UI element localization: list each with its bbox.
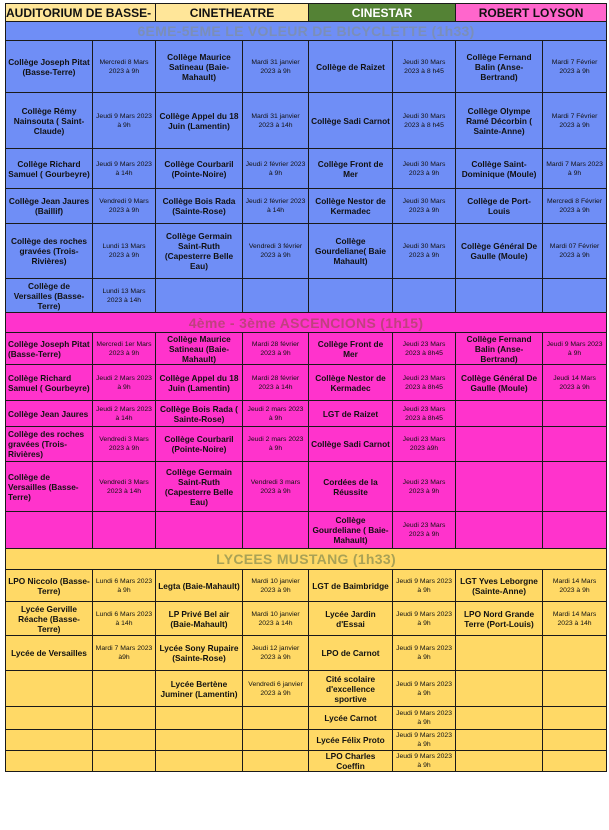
screening-date-cell: Lundi 6 Mars 2023 à 9h xyxy=(93,570,156,602)
screening-date-cell xyxy=(243,707,309,730)
school-cell: LGT de Baimbridge xyxy=(309,570,393,602)
table-row xyxy=(6,707,607,730)
section-title: LYCEES MUSTANG (1h33) xyxy=(6,549,607,570)
screening-date-cell: Jeudi 30 Mars 2023 à 9h xyxy=(393,189,456,224)
screening-date-cell: Mardi 07 Février 2023 à 9h xyxy=(543,224,607,279)
school-cell: Collège Appel du 18 Juin (Lamentin) xyxy=(156,93,243,149)
screening-date-cell xyxy=(93,671,156,707)
school-cell: Collège Jean Jaures (Baillif) xyxy=(6,189,93,224)
school-cell: Lycée Gerville Réache (Basse-Terre) xyxy=(6,602,93,636)
screening-date-cell xyxy=(243,730,309,751)
screening-date-cell: Jeudi 9 Mars 2023 à 9h xyxy=(393,730,456,751)
school-cell xyxy=(456,707,543,730)
school-cell xyxy=(456,462,543,512)
school-cell: Collège Germain Saint-Ruth (Capesterre Belle Eau) xyxy=(156,224,243,279)
school-cell xyxy=(156,751,243,772)
school-cell xyxy=(6,730,93,751)
section-title-row xyxy=(6,22,607,41)
screening-date-cell: Mercredi 8 Mars 2023 à 9h xyxy=(93,41,156,93)
screening-date-cell xyxy=(543,279,607,313)
school-cell: LP Privé Bel air (Baie-Mahault) xyxy=(156,602,243,636)
screening-date-cell: Jeudi 23 Mars 2023 à 9h xyxy=(393,462,456,512)
screening-date-cell: Jeudi 30 Mars 2023 à 9h xyxy=(393,224,456,279)
venue-header-auditorium: AUDITORIUM DE BASSE- xyxy=(6,4,156,22)
screening-date-cell xyxy=(93,512,156,549)
school-cell: Collège Joseph Pitat (Basse-Terre) xyxy=(6,41,93,93)
screening-date-cell: Jeudi 30 Mars 2023 à 9h xyxy=(393,149,456,189)
school-cell: Collège Richard Samuel ( Gourbeyre) xyxy=(6,149,93,189)
screening-date-cell: Jeudi 9 Mars 2023 à 9h xyxy=(393,671,456,707)
school-cell: Collège Appel du 18 Juin (Lamentin) xyxy=(156,365,243,401)
table-row xyxy=(6,636,607,671)
screening-date-cell: Jeudi 23 Mars 2023 à 8h45 xyxy=(393,365,456,401)
school-cell: LPO Charles Coeffin xyxy=(309,751,393,772)
school-cell: Collège Richard Samuel ( Gourbeyre) xyxy=(6,365,93,401)
school-cell: Collège Saint-Dominique (Moule) xyxy=(456,149,543,189)
school-cell xyxy=(6,751,93,772)
screening-date-cell: Jeudi 9 Mars 2023 à 9h xyxy=(393,636,456,671)
table-row xyxy=(6,602,607,636)
school-cell: Collège Joseph Pitat (Basse-Terre) xyxy=(6,333,93,365)
school-cell: Cité scolaire d'excellence sportive xyxy=(309,671,393,707)
school-cell: Collège de Versailles (Basse-Terre) xyxy=(6,279,93,313)
screening-date-cell xyxy=(243,751,309,772)
table-row xyxy=(6,93,607,149)
screening-date-cell: Mardi 28 février 2023 à 9h xyxy=(243,333,309,365)
school-cell xyxy=(456,671,543,707)
screening-date-cell xyxy=(243,512,309,549)
table-row xyxy=(6,730,607,751)
screening-date-cell: Jeudi 23 Mars 2023 à 8h45 xyxy=(393,401,456,427)
school-cell: Collège Front de Mer xyxy=(309,333,393,365)
school-cell: Cordées de la Réussite xyxy=(309,462,393,512)
screening-date-cell: Vendredi 6 janvier 2023 à 9h xyxy=(243,671,309,707)
screening-date-cell: Vendredi 3 février 2023 à 9h xyxy=(243,224,309,279)
school-cell: LGT Yves Leborgne (Sainte-Anne) xyxy=(456,570,543,602)
screening-date-cell xyxy=(93,707,156,730)
screening-date-cell: Jeudi 9 Mars 2023 à 9h xyxy=(393,751,456,772)
section-title: 4ème - 3ème ASCENCIONS (1h15) xyxy=(6,313,607,333)
school-cell: Collège Gourdeliane( Baie Mahault) xyxy=(309,224,393,279)
screening-date-cell: Jeudi 2 février 2023 à 9h xyxy=(243,149,309,189)
screening-date-cell xyxy=(243,279,309,313)
school-cell: LPO Nord Grande Terre (Port-Louis) xyxy=(456,602,543,636)
screening-date-cell xyxy=(543,427,607,462)
venue-header-cinetheatre: CINETHEATRE xyxy=(156,4,309,22)
school-cell xyxy=(6,707,93,730)
school-cell xyxy=(156,707,243,730)
school-cell: Collège Fernand Balin (Anse-Bertrand) xyxy=(456,333,543,365)
school-cell: Collège Sadi Carnot xyxy=(309,427,393,462)
screening-date-cell: Lundi 13 Mars 2023 à 14h xyxy=(93,279,156,313)
school-cell xyxy=(456,401,543,427)
screening-date-cell: Jeudi 30 Mars 2023 à 8 h45 xyxy=(393,41,456,93)
screening-date-cell: Jeudi 2 mars 2023 à 9h xyxy=(243,427,309,462)
school-cell xyxy=(456,636,543,671)
table-row xyxy=(6,512,607,549)
screening-date-cell xyxy=(543,636,607,671)
school-cell: Collège Nestor de Kermadec xyxy=(309,189,393,224)
table-row xyxy=(6,427,607,462)
screening-date-cell xyxy=(543,401,607,427)
school-cell: Collège Fernand Balin (Anse-Bertrand) xyxy=(456,41,543,93)
school-cell xyxy=(456,279,543,313)
school-cell xyxy=(156,512,243,549)
school-cell: Legta (Baie-Mahault) xyxy=(156,570,243,602)
section-title-row xyxy=(6,313,607,333)
school-cell: Collège Bois Rada ( Sainte-Rose) xyxy=(156,401,243,427)
school-cell: Collège Courbaril (Pointe-Noire) xyxy=(156,149,243,189)
screening-date-cell xyxy=(93,751,156,772)
table-row xyxy=(6,462,607,512)
screening-date-cell: Mardi 14 Mars 2023 à 14h xyxy=(543,602,607,636)
table-row xyxy=(6,224,607,279)
school-cell: Collège Maurice Satineau (Baie-Mahault) xyxy=(156,333,243,365)
school-cell xyxy=(6,671,93,707)
table-row xyxy=(6,365,607,401)
table-row xyxy=(6,189,607,224)
screening-date-cell: Jeudi 2 février 2023 à 14h xyxy=(243,189,309,224)
section-title-row xyxy=(6,549,607,570)
screening-date-cell xyxy=(393,279,456,313)
screening-date-cell xyxy=(543,730,607,751)
screening-date-cell: Jeudi 12 janvier 2023 à 9h xyxy=(243,636,309,671)
screening-date-cell: Mardi 31 janvier 2023 à 14h xyxy=(243,93,309,149)
screening-date-cell: Vendredi 3 Mars 2023 à 9h xyxy=(93,427,156,462)
school-cell: Collège Général De Gaulle (Moule) xyxy=(456,224,543,279)
school-cell: LPO Niccolo (Basse-Terre) xyxy=(6,570,93,602)
school-cell: Collège des roches gravées (Trois-Rivières) xyxy=(6,224,93,279)
table-row xyxy=(6,41,607,93)
venue-header-row xyxy=(6,4,607,22)
screening-date-cell xyxy=(543,512,607,549)
school-cell: Lycée Sony Rupaire (Sainte-Rose) xyxy=(156,636,243,671)
screening-date-cell xyxy=(93,730,156,751)
screening-date-cell: Jeudi 9 Mars 2023 à 14h xyxy=(93,149,156,189)
screening-date-cell xyxy=(543,671,607,707)
screening-date-cell: Jeudi 9 Mars 2023 à 9h xyxy=(393,707,456,730)
screening-date-cell: Mardi 14 Mars 2023 à 9h xyxy=(543,570,607,602)
table-row xyxy=(6,751,607,772)
table-row xyxy=(6,333,607,365)
school-cell xyxy=(456,730,543,751)
screening-date-cell: Mardi 7 Février 2023 à 9h xyxy=(543,93,607,149)
screening-date-cell: Jeudi 9 Mars 2023 à 9h xyxy=(93,93,156,149)
venue-header-cinestar: CINESTAR xyxy=(309,4,456,22)
table-row xyxy=(6,149,607,189)
school-cell: Collège de Versailles (Basse-Terre) xyxy=(6,462,93,512)
school-cell: Collège de Raizet xyxy=(309,41,393,93)
screening-date-cell: Lundi 13 Mars 2023 à 9h xyxy=(93,224,156,279)
screening-date-cell: Jeudi 2 Mars 2023 à 14h xyxy=(93,401,156,427)
school-cell xyxy=(156,279,243,313)
school-cell: Collège Général De Gaulle (Moule) xyxy=(456,365,543,401)
screening-date-cell: Vendredi 3 mars 2023 à 9h xyxy=(243,462,309,512)
screening-date-cell: Mardi 31 janvier 2023 à 9h xyxy=(243,41,309,93)
screening-date-cell: Lundi 6 Mars 2023 à 14h xyxy=(93,602,156,636)
screening-date-cell: Jeudi 23 Mars 2023 à 9h xyxy=(393,512,456,549)
screening-date-cell: Jeudi 9 Mars 2023 à 9h xyxy=(543,333,607,365)
screening-date-cell: Jeudi 9 Mars 2023 à 9h xyxy=(393,570,456,602)
screening-date-cell: Mardi 7 Février 2023 à 9h xyxy=(543,41,607,93)
school-cell xyxy=(456,512,543,549)
screening-date-cell: Jeudi 30 Mars 2023 à 8 h45 xyxy=(393,93,456,149)
screening-date-cell: Mercredi 8 Février 2023 à 9h xyxy=(543,189,607,224)
school-cell: Collège Front de Mer xyxy=(309,149,393,189)
school-cell: Collège de Port-Louis xyxy=(456,189,543,224)
school-cell: Lycée Carnot xyxy=(309,707,393,730)
screening-date-cell: Jeudi 23 Mars 2023 à 8h45 xyxy=(393,333,456,365)
school-cell: LGT de Raizet xyxy=(309,401,393,427)
screening-date-cell: Vendredi 9 Mars 2023 à 9h xyxy=(93,189,156,224)
school-cell xyxy=(456,427,543,462)
school-cell: Collège Gourdeliane ( Baie-Mahault) xyxy=(309,512,393,549)
school-cell: Collège Nestor de Kermadec xyxy=(309,365,393,401)
screening-date-cell: Mardi 10 janvier 2023 à 14h xyxy=(243,602,309,636)
schedule-table xyxy=(5,3,607,772)
screening-date-cell: Mardi 7 Mars 2023 à 9h xyxy=(543,149,607,189)
school-cell: Lycée Jardin d'Essai xyxy=(309,602,393,636)
screening-date-cell: Jeudi 9 Mars 2023 à 9h xyxy=(393,602,456,636)
school-cell: Collège Bois Rada (Sainte-Rose) xyxy=(156,189,243,224)
screening-date-cell: Mardi 10 janvier 2023 à 9h xyxy=(243,570,309,602)
screening-date-cell: Mardi 7 Mars 2023 à9h xyxy=(93,636,156,671)
school-cell: Collège Maurice Satineau (Baie-Mahault) xyxy=(156,41,243,93)
screening-date-cell: Mercredi 1er Mars 2023 à 9h xyxy=(93,333,156,365)
school-cell: Collège des roches gravées (Trois-Rivières) xyxy=(6,427,93,462)
venue-header-robert-loyson: ROBERT LOYSON xyxy=(456,4,607,22)
table-row xyxy=(6,401,607,427)
school-cell: LPO de Carnot xyxy=(309,636,393,671)
table-row xyxy=(6,671,607,707)
table-row xyxy=(6,279,607,313)
screening-date-cell: Jeudi 14 Mars 2023 à 9h xyxy=(543,365,607,401)
screening-date-cell xyxy=(543,462,607,512)
school-cell: Collège Rémy Nainsouta ( Saint-Claude) xyxy=(6,93,93,149)
school-cell: Collège Courbaril (Pointe-Noire) xyxy=(156,427,243,462)
school-cell: Collège Jean Jaures xyxy=(6,401,93,427)
screening-date-cell xyxy=(543,707,607,730)
school-cell xyxy=(156,730,243,751)
school-cell xyxy=(456,751,543,772)
school-cell: Collège Germain Saint-Ruth (Capesterre Belle Eau) xyxy=(156,462,243,512)
school-cell: Lycée Bertène Juminer (Lamentin) xyxy=(156,671,243,707)
school-cell xyxy=(6,512,93,549)
section-title: 6EME-5EME LE VOLEUR DE BICYCLETTE (1h33) xyxy=(6,22,607,41)
school-cell: Lycée Félix Proto xyxy=(309,730,393,751)
school-cell: Collège Olympe Ramé Décorbin ( Sainte-Anne) xyxy=(456,93,543,149)
screening-date-cell xyxy=(543,751,607,772)
screening-date-cell: Jeudi 23 Mars 2023 à9h xyxy=(393,427,456,462)
screening-date-cell: Jeudi 2 Mars 2023 à 9h xyxy=(93,365,156,401)
school-cell: Lycée de Versailles xyxy=(6,636,93,671)
table-row xyxy=(6,570,607,602)
school-cell: Collège Sadi Carnot xyxy=(309,93,393,149)
screening-date-cell: Vendredi 3 Mars 2023 à 14h xyxy=(93,462,156,512)
screening-date-cell: Mardi 28 février 2023 à 14h xyxy=(243,365,309,401)
school-cell xyxy=(309,279,393,313)
screening-date-cell: Jeudi 2 mars 2023 à 9h xyxy=(243,401,309,427)
